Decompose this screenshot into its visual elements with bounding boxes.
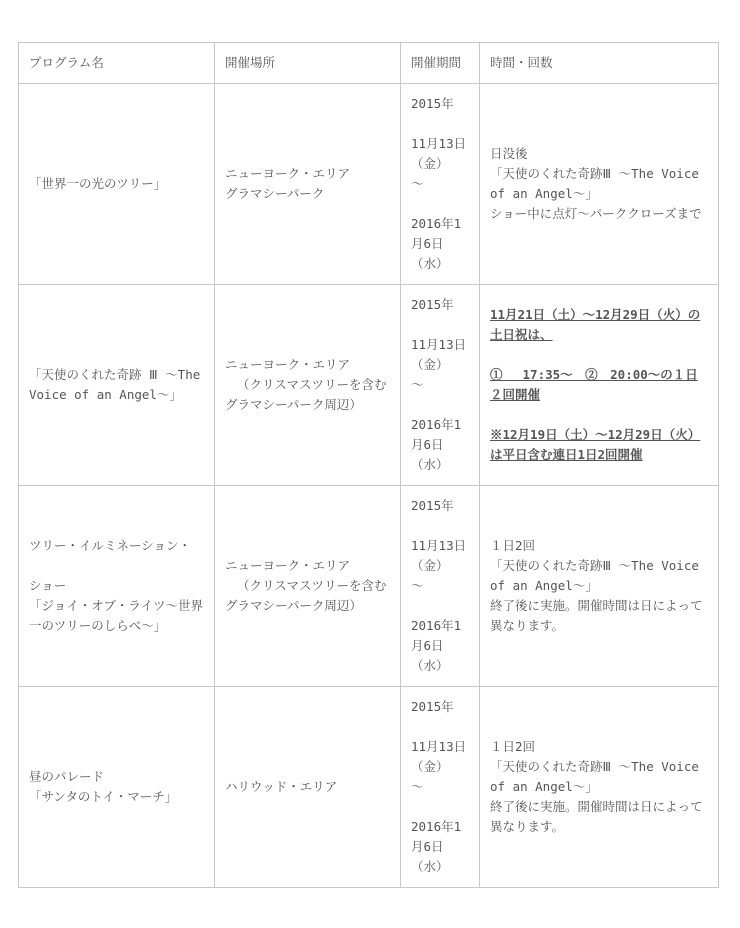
program-name: 「天使のくれた奇跡 Ⅲ 〜The Voice of an Angel〜」 <box>29 367 201 402</box>
period-start-date: 11月13日（金） <box>411 136 467 171</box>
period-cell <box>401 285 480 486</box>
program-name: 「世界一の光のツリー」 <box>29 176 167 191</box>
period-end-year: 2016年1 <box>411 819 462 834</box>
period-separator: 〜 <box>411 578 424 593</box>
header-time-count: 時間・回数 <box>480 43 719 84</box>
header-program-name: プログラム名 <box>19 43 215 84</box>
program-schedule-table <box>18 42 719 888</box>
header-venue: 開催場所 <box>215 43 401 84</box>
venue-cell <box>215 486 401 687</box>
time-line: 「天使のくれた奇跡Ⅲ 〜The Voice of an Angel〜」 <box>490 166 699 201</box>
period-end-date: 月6日（水） <box>411 236 449 271</box>
time-cell <box>480 486 719 687</box>
header-period: 開催期間 <box>401 43 480 84</box>
venue-line: グラマシーパーク周辺） <box>225 397 362 412</box>
period-start-year: 2015年 <box>411 498 454 513</box>
time-line: １日2回 <box>490 538 536 553</box>
venue-line: （クリスマスツリーを含む <box>237 578 387 593</box>
program-name: 「ジョイ・オブ・ライツ〜世界一のツリーのしらべ〜」 <box>29 598 204 633</box>
venue-cell <box>215 285 401 486</box>
venue-line: ニューヨーク・エリア <box>225 357 351 372</box>
period-end-date: 月6日（水） <box>411 638 449 673</box>
time-line: 終了後に実施。開催時間は日によって異なります。 <box>490 598 703 633</box>
period-end-date: 月6日（水） <box>411 839 449 874</box>
venue-cell <box>215 84 401 285</box>
period-end-date: 月6日（水） <box>411 437 449 472</box>
time-cell <box>480 84 719 285</box>
time-line: 終了後に実施。開催時間は日によって異なります。 <box>490 799 703 834</box>
time-line: ショー中に点灯〜パーククローズまで <box>490 206 702 221</box>
time-line: １日2回 <box>490 739 536 754</box>
period-end-year: 2016年1 <box>411 618 462 633</box>
venue-line: ハリウッド・エリア <box>225 779 338 794</box>
venue-line: グラマシーパーク周辺） <box>225 598 362 613</box>
table-row <box>19 687 719 888</box>
program-cell <box>19 285 215 486</box>
table-row <box>19 84 719 285</box>
venue-cell <box>215 687 401 888</box>
period-cell <box>401 687 480 888</box>
period-cell <box>401 486 480 687</box>
program-name: ツリー・イルミネーション・ <box>29 538 192 553</box>
table-row <box>19 285 719 486</box>
table-header-row <box>19 43 719 84</box>
period-start-date: 11月13日（金） <box>411 538 467 573</box>
time-emphasis-line: 11月21日（土）〜12月29日（火）の土日祝は、 <box>490 307 701 342</box>
time-emphasis-line: ※12月19日（土）〜12月29日（火）は平日含む連日1日2回開催 <box>490 427 701 462</box>
period-separator: 〜 <box>411 779 424 794</box>
venue-line: グラマシーパーク <box>225 186 325 201</box>
program-name: 「サンタのトイ・マーチ」 <box>29 789 178 804</box>
time-line: 日没後 <box>490 146 528 161</box>
time-emphasis-line: ① 17:35〜 ② 20:00〜の１日２回開催 <box>490 367 698 402</box>
venue-line: ニューヨーク・エリア <box>225 166 351 181</box>
period-start-year: 2015年 <box>411 699 454 714</box>
program-cell <box>19 687 215 888</box>
time-line: 「天使のくれた奇跡Ⅲ 〜The Voice of an Angel〜」 <box>490 558 699 593</box>
period-end-year: 2016年1 <box>411 216 462 231</box>
period-end-year: 2016年1 <box>411 417 462 432</box>
period-separator: 〜 <box>411 176 424 191</box>
period-start-date: 11月13日（金） <box>411 337 467 372</box>
period-start-year: 2015年 <box>411 297 454 312</box>
program-cell <box>19 84 215 285</box>
period-start-date: 11月13日（金） <box>411 739 467 774</box>
table-row <box>19 486 719 687</box>
period-start-year: 2015年 <box>411 96 454 111</box>
period-separator: 〜 <box>411 377 424 392</box>
time-cell <box>480 285 719 486</box>
venue-line: ニューヨーク・エリア <box>225 558 351 573</box>
period-cell <box>401 84 480 285</box>
time-line: 「天使のくれた奇跡Ⅲ 〜The Voice of an Angel〜」 <box>490 759 699 794</box>
program-cell <box>19 486 215 687</box>
venue-line: （クリスマスツリーを含む <box>237 377 387 392</box>
time-cell <box>480 687 719 888</box>
program-name: ショー <box>29 578 67 593</box>
program-name: 昼のパレード <box>29 769 105 784</box>
